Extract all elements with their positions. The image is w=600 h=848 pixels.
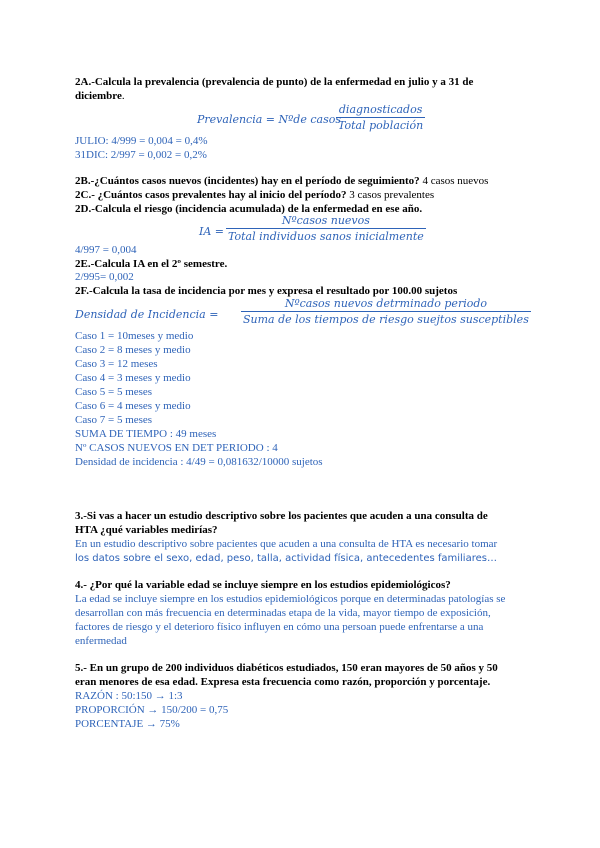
q2f-question: 2F.-Calcula la tasa de incidencia por mes y expresa el resultado por 100.00 sujetos: [75, 285, 458, 297]
case-item: Caso 3 = 12 meses: [75, 358, 158, 370]
q3-answer-line2: los datos sobre el sexo, edad, peso, talla, actividad física, antecedentes familiares…: [75, 553, 497, 564]
q2a-answer-dec: 31DIC: 2/997 = 0,002 = 0,2%: [75, 149, 207, 161]
q4-answer-line: factores de riesgo y el deterioro físico influyen en cómo una persoan puede enfrentarse a una: [75, 621, 484, 633]
q5-answer-ratio: RAZÓN : 50:150 → 1:3: [75, 690, 183, 702]
prevalence-numerator: diagnosticados: [338, 103, 423, 116]
q2a-heading-line1: 2A.-Calcula la prevalencia (prevalencia de punto) de la enfermedad en julio y a 31 de: [75, 76, 474, 88]
prevalence-formula-lhs: Prevalencia = Nºde casos: [197, 113, 341, 126]
q4-question: 4.- ¿Por qué la variable edad se incluye siempre en los estudios epidemiológicos?: [75, 579, 451, 591]
q2e-answer: 2/995= 0,002: [75, 271, 134, 283]
case-item: Caso 5 = 5 meses: [75, 386, 153, 398]
case-item: Caso 4 = 3 meses y medio: [75, 372, 191, 384]
case-item: Caso 2 = 8 meses y medio: [75, 344, 191, 356]
ia-formula-lhs: IA =: [199, 225, 225, 238]
density-numerator: Nºcasos nuevos detrminado periodo: [284, 297, 488, 310]
prevalence-formula-fraction: [336, 103, 425, 132]
density-denominator: Suma de los tiempos de riesgo suejtos susceptibles: [243, 313, 529, 326]
q3-answer-line1: En un estudio descriptivo sobre pacientes que acuden a una consulta de HTA es necesario tomar: [75, 538, 498, 550]
q5-question-line1: 5.- En un grupo de 200 individuos diabéticos estudiados, 150 eran mayores de 50 años y 50: [75, 662, 498, 674]
case-item: Caso 6 = 4 meses y medio: [75, 400, 191, 412]
new-cases-count: Nº CASOS NUEVOS EN DET PERIODO : 4: [75, 442, 278, 454]
q4-answer-line: desarrollan con más frecuencia en determinadas etapa de la vida, mayor tiempo de exposición,: [75, 607, 491, 619]
case-item: Caso 7 = 5 meses: [75, 414, 153, 426]
q2c-line: 2C.- ¿Cuántos casos prevalentes hay al inicio del período? 3 casos prevalentes: [75, 189, 435, 201]
q2a-heading-line2: diciembre.: [75, 90, 125, 102]
density-formula-lhs: Densidad de Incidencia =: [75, 308, 219, 321]
q2a-answer-july: JULIO: 4/999 = 0,004 = 0,4%: [75, 135, 208, 147]
ia-denominator: Total individuos sanos inicialmente: [228, 230, 424, 243]
q2d-answer: 4/997 = 0,004: [75, 244, 137, 256]
q5-answer-percentage: PORCENTAJE → 75%: [75, 718, 180, 730]
case-item: Caso 1 = 10meses y medio: [75, 330, 194, 342]
prevalence-denominator: Total población: [338, 119, 424, 132]
sum-time: SUMA DE TIEMPO : 49 meses: [75, 428, 217, 440]
q5-answer-proportion: PROPORCIÓN → 150/200 = 0,75: [75, 704, 229, 716]
q3-question-line2: HTA ¿qué variables medirías?: [75, 524, 218, 536]
q3-question-line1: 3.-Si vas a hacer un estudio descriptivo sobre los pacientes que acuden a una consulta de: [75, 510, 488, 522]
q2e-question: 2E.-Calcula IA en el 2º semestre.: [75, 258, 228, 270]
q5-question-line2: eran menores de esa edad. Expresa esta frecuencia como razón, proporción y porcentaje.: [75, 676, 491, 688]
q2b-line: 2B.-¿Cuántos casos nuevos (incidentes) hay en el período de seguimiento? 4 casos nuevos: [75, 175, 489, 187]
q4-answer-line: enfermedad: [75, 635, 127, 647]
density-result: Densidad de incidencia : 4/49 = 0,081632/10000 sujetos: [75, 456, 323, 468]
ia-numerator: Nºcasos nuevos: [281, 214, 370, 227]
ia-formula-fraction: [226, 214, 426, 243]
density-formula-fraction: [241, 297, 531, 326]
q4-answer-line: La edad se incluye siempre en los estudios epidemiológicos porque en determinadas patologías se: [75, 593, 506, 605]
q2d-question: 2D.-Calcula el riesgo (incidencia acumulada) de la enfermedad en ese año.: [75, 203, 423, 215]
